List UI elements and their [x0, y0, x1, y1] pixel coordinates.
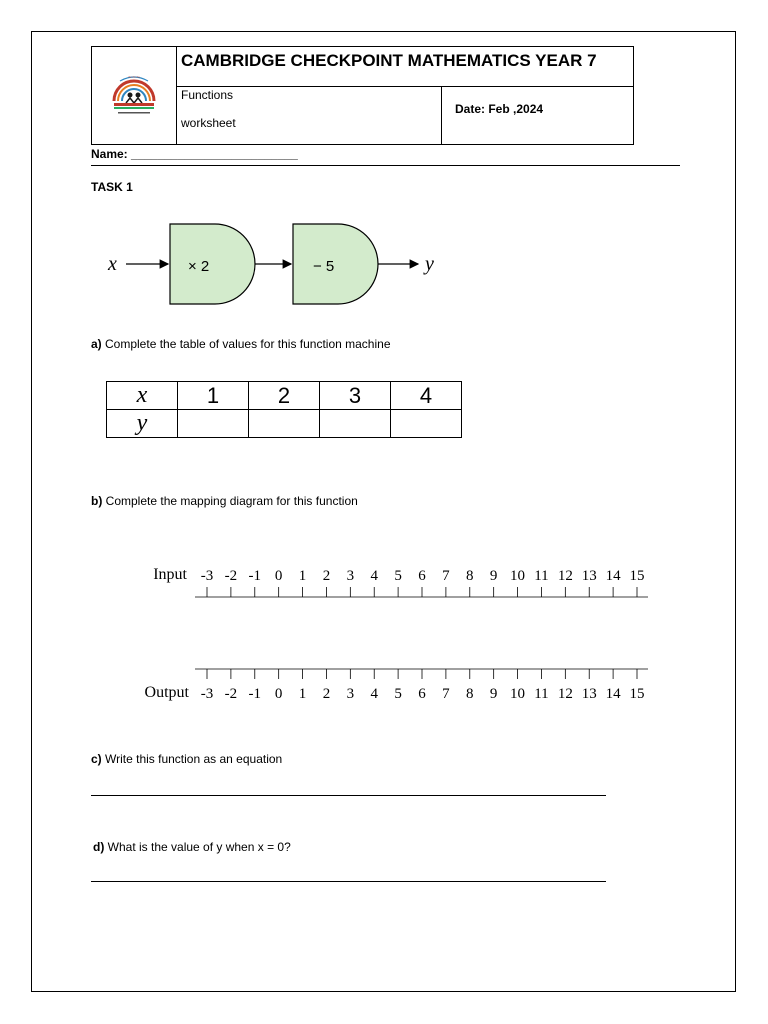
- machine-input-var: x: [108, 253, 117, 275]
- output-tick-label: 10: [510, 686, 526, 702]
- name-field[interactable]: Name: _________________________: [91, 147, 298, 161]
- input-tick-label: 3: [346, 568, 355, 584]
- question-c-label: c): [91, 752, 102, 766]
- input-tick-label: -1: [248, 568, 262, 584]
- x-value-cell: 4: [391, 382, 462, 410]
- output-tick-label: 15: [629, 686, 645, 702]
- x-row: [107, 382, 462, 410]
- question-d-text: What is the value of y when x = 0?: [104, 840, 291, 854]
- question-d-label: d): [93, 840, 105, 854]
- y-answer-cell[interactable]: [320, 410, 391, 438]
- school-logo-icon: [92, 47, 176, 144]
- input-tick-label: -3: [200, 568, 214, 584]
- input-tick-label: 14: [605, 568, 621, 584]
- y-answer-cell[interactable]: [249, 410, 320, 438]
- output-tick-label: -3: [200, 686, 214, 702]
- title-cell: [176, 47, 633, 87]
- x-value-cell: 3: [320, 382, 391, 410]
- output-tick-label: 7: [442, 686, 450, 702]
- input-tick-label: 10: [510, 568, 526, 584]
- values-table: [106, 381, 462, 438]
- answer-line-d[interactable]: [91, 881, 606, 882]
- question-b-text: Complete the mapping diagram for this function: [102, 494, 358, 508]
- input-tick-label: -2: [224, 568, 238, 584]
- output-tick-label: 3: [346, 686, 355, 702]
- input-tick-label: 13: [581, 568, 597, 584]
- output-tick-label: 6: [418, 686, 426, 702]
- y-answer-cell[interactable]: [178, 410, 249, 438]
- output-tick-label: 12: [557, 686, 573, 702]
- input-tick-label: 5: [394, 568, 402, 584]
- output-tick-label: 13: [581, 686, 597, 702]
- times-two-label: × 2: [188, 258, 210, 275]
- output-tick-label: 0: [274, 686, 283, 702]
- minus-five-label: − 5: [313, 258, 335, 275]
- times-two-box: [170, 224, 255, 304]
- input-tick-label: 15: [629, 568, 645, 584]
- input-tick-label: 2: [322, 568, 331, 584]
- machine-output-var: y: [425, 253, 434, 275]
- subject-label: Functions: [181, 88, 234, 102]
- output-tick-label: 4: [370, 686, 378, 702]
- question-a-text: Complete the table of values for this function machine: [101, 337, 391, 351]
- worksheet-title: CAMBRIDGE CHECKPOINT MATHEMATICS YEAR 7: [181, 51, 597, 70]
- input-tick-label: 9: [489, 568, 498, 584]
- question-c: [91, 752, 282, 766]
- input-tick-label: 8: [466, 568, 474, 584]
- task-title: TASK 1: [91, 180, 133, 194]
- question-c-text: Write this function as an equation: [101, 752, 283, 766]
- svg-text:~~~: ~~~: [127, 75, 141, 81]
- input-tick-label: 4: [370, 568, 378, 584]
- date-cell: [441, 86, 633, 144]
- input-tick-label: 1: [298, 568, 307, 584]
- answer-line-c[interactable]: [91, 795, 606, 796]
- mapping-diagram: [120, 560, 660, 710]
- subject-cell: [176, 86, 442, 144]
- output-tick-label: 8: [466, 686, 474, 702]
- question-d: [93, 840, 291, 854]
- output-label: Output: [144, 684, 189, 701]
- function-machine-diagram: [100, 218, 460, 313]
- date-label: Date: Feb ,2024: [455, 102, 544, 116]
- y-row-header: y: [107, 410, 178, 438]
- input-tick-label: 12: [557, 568, 573, 584]
- header-table: [91, 46, 634, 145]
- question-b: [91, 494, 358, 508]
- question-a-label: a): [91, 337, 102, 351]
- output-tick-label: -1: [248, 686, 262, 702]
- input-tick-label: 6: [418, 568, 426, 584]
- input-tick-label: 0: [274, 568, 283, 584]
- input-label: Input: [153, 566, 187, 583]
- output-tick-label: 14: [605, 686, 621, 702]
- y-answer-cell[interactable]: [391, 410, 462, 438]
- x-row-header: x: [107, 382, 178, 410]
- output-tick-label: -2: [224, 686, 238, 702]
- minus-five-box: [293, 224, 378, 304]
- worksheet-type-label: worksheet: [181, 116, 236, 130]
- output-tick-label: 1: [298, 686, 307, 702]
- name-divider: [91, 165, 680, 166]
- input-tick-label: 7: [442, 568, 450, 584]
- input-tick-label: 11: [534, 568, 549, 584]
- question-a: [91, 337, 391, 351]
- x-value-cell: 1: [178, 382, 249, 410]
- output-tick-label: 2: [322, 686, 331, 702]
- x-value-cell: 2: [249, 382, 320, 410]
- logo-cell: [92, 47, 177, 144]
- output-tick-label: 9: [489, 686, 498, 702]
- question-b-label: b): [91, 494, 103, 508]
- output-tick-label: 11: [534, 686, 549, 702]
- y-row: [107, 410, 462, 438]
- output-tick-label: 5: [394, 686, 402, 702]
